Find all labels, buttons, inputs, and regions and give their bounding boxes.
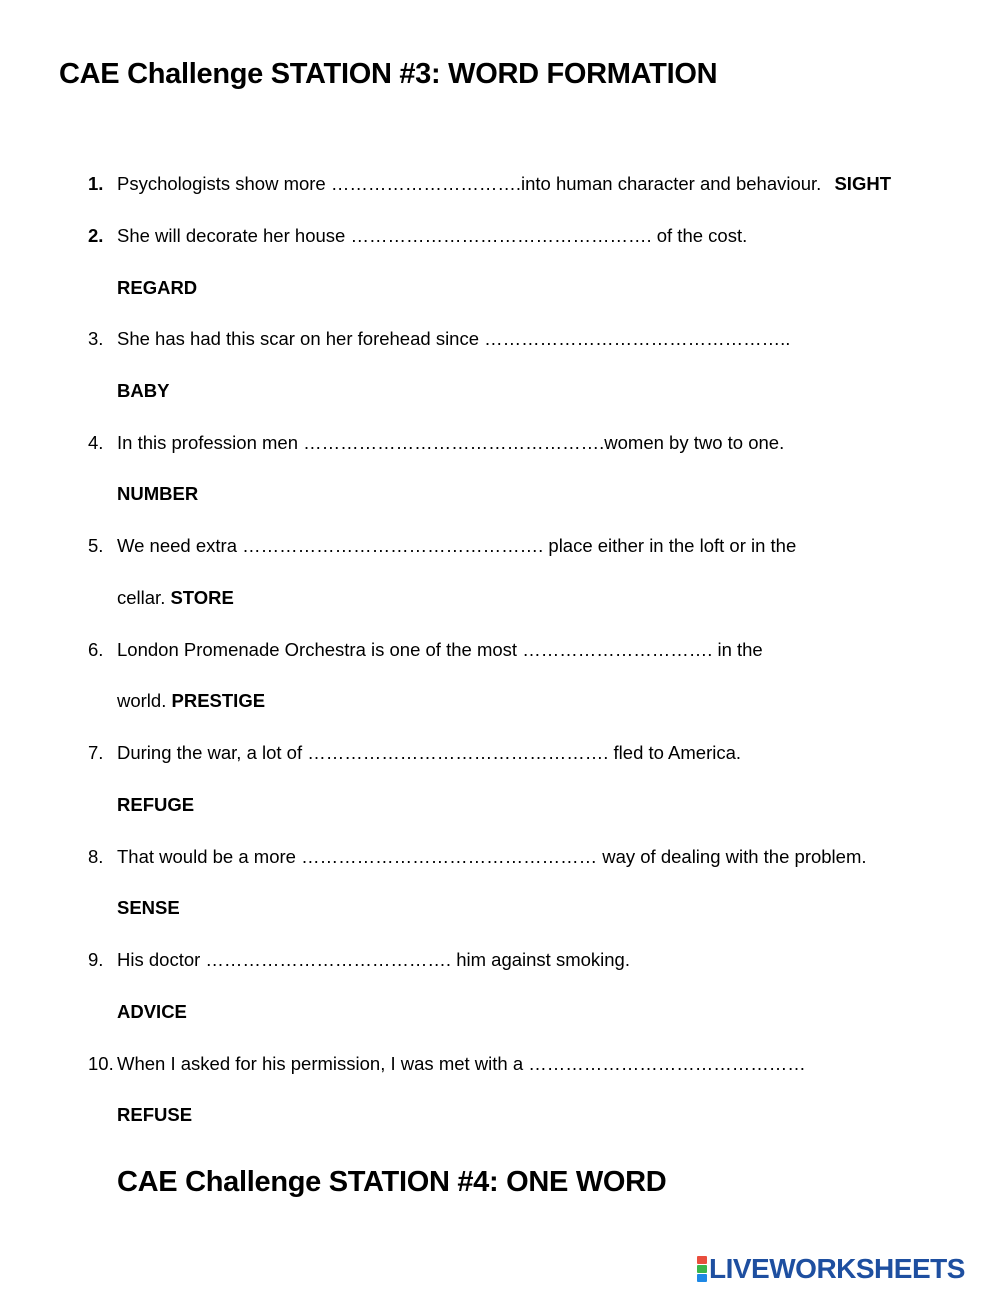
item-text: In this profession men — [117, 432, 304, 453]
answer-blank[interactable]: ……………………………………… — [528, 1053, 806, 1074]
item-keyword: REFUSE — [117, 1104, 193, 1125]
item-text: London Promenade Orchestra is one of the most — [117, 639, 523, 660]
answer-blank[interactable]: …………………………………. — [205, 949, 452, 970]
item-number: 5. — [88, 535, 104, 556]
item-text: Psychologists show more — [117, 173, 331, 194]
item-text: We need extra — [117, 535, 243, 556]
item-keyword: SIGHT — [834, 173, 891, 194]
item-text: .. — [780, 328, 791, 349]
answer-blank[interactable]: ………………………… — [330, 173, 516, 194]
item-text: .into human character and behaviour. — [515, 173, 827, 194]
item-text: way of dealing with the problem. — [597, 846, 867, 867]
item-text: She will decorate her house — [117, 225, 351, 246]
item-text: . in the — [707, 639, 763, 660]
item-text: That would be a more — [117, 846, 302, 867]
item-number: 3. — [88, 328, 104, 349]
answer-blank[interactable]: ………………………………………… — [350, 225, 647, 246]
item-number: 9. — [88, 949, 104, 970]
next-section-title: CAE Challenge STATION #4: ONE WORD — [117, 1166, 667, 1198]
item-text: During the war, a lot of — [117, 742, 308, 763]
answer-blank[interactable]: ………………………… — [522, 639, 708, 660]
item-number: 10. — [88, 1053, 114, 1074]
item-text: His doctor — [117, 949, 206, 970]
liveworksheets-logo[interactable] — [697, 1252, 965, 1286]
item-number: 6. — [88, 639, 104, 660]
item-text: . fled to America. — [603, 742, 742, 763]
item-number: 2. — [88, 225, 104, 246]
worksheet-title: CAE Challenge STATION #3: WORD FORMATION — [59, 58, 718, 90]
item-keyword: SENSE — [117, 897, 180, 918]
item-keyword: PRESTIGE — [171, 690, 266, 711]
answer-blank[interactable]: ………………………………………… — [484, 328, 781, 349]
item-text: She has had this scar on her forehead since — [117, 328, 485, 349]
item-text: . of the cost. — [646, 225, 748, 246]
answer-blank[interactable]: ………………………………………… — [301, 846, 598, 867]
item-text: him against smoking. — [451, 949, 630, 970]
item-keyword: BABY — [117, 380, 170, 401]
item-text: world. — [117, 690, 172, 711]
item-text: .women by two to one. — [599, 432, 785, 453]
item-keyword: NUMBER — [117, 483, 199, 504]
item-number: 7. — [88, 742, 104, 763]
item-keyword: REFUGE — [117, 794, 195, 815]
item-keyword: STORE — [170, 587, 234, 608]
answer-blank[interactable]: ………………………………………… — [242, 535, 539, 556]
answer-blank[interactable]: ………………………………………… — [303, 432, 600, 453]
item-text: cellar. — [117, 587, 171, 608]
liveworksheets-blocks-icon — [697, 1256, 707, 1282]
item-number: 8. — [88, 846, 104, 867]
item-keyword: REGARD — [117, 277, 198, 298]
item-text: . place either in the loft or in the — [538, 535, 797, 556]
item-text: When I asked for his permission, I was met with a — [117, 1053, 529, 1074]
item-keyword: ADVICE — [117, 1001, 187, 1022]
item-number: 4. — [88, 432, 104, 453]
logo-text: LIVEWORKSHEETS — [709, 1253, 965, 1284]
answer-blank[interactable]: ………………………………………… — [307, 742, 604, 763]
item-number: 1. — [88, 173, 104, 194]
